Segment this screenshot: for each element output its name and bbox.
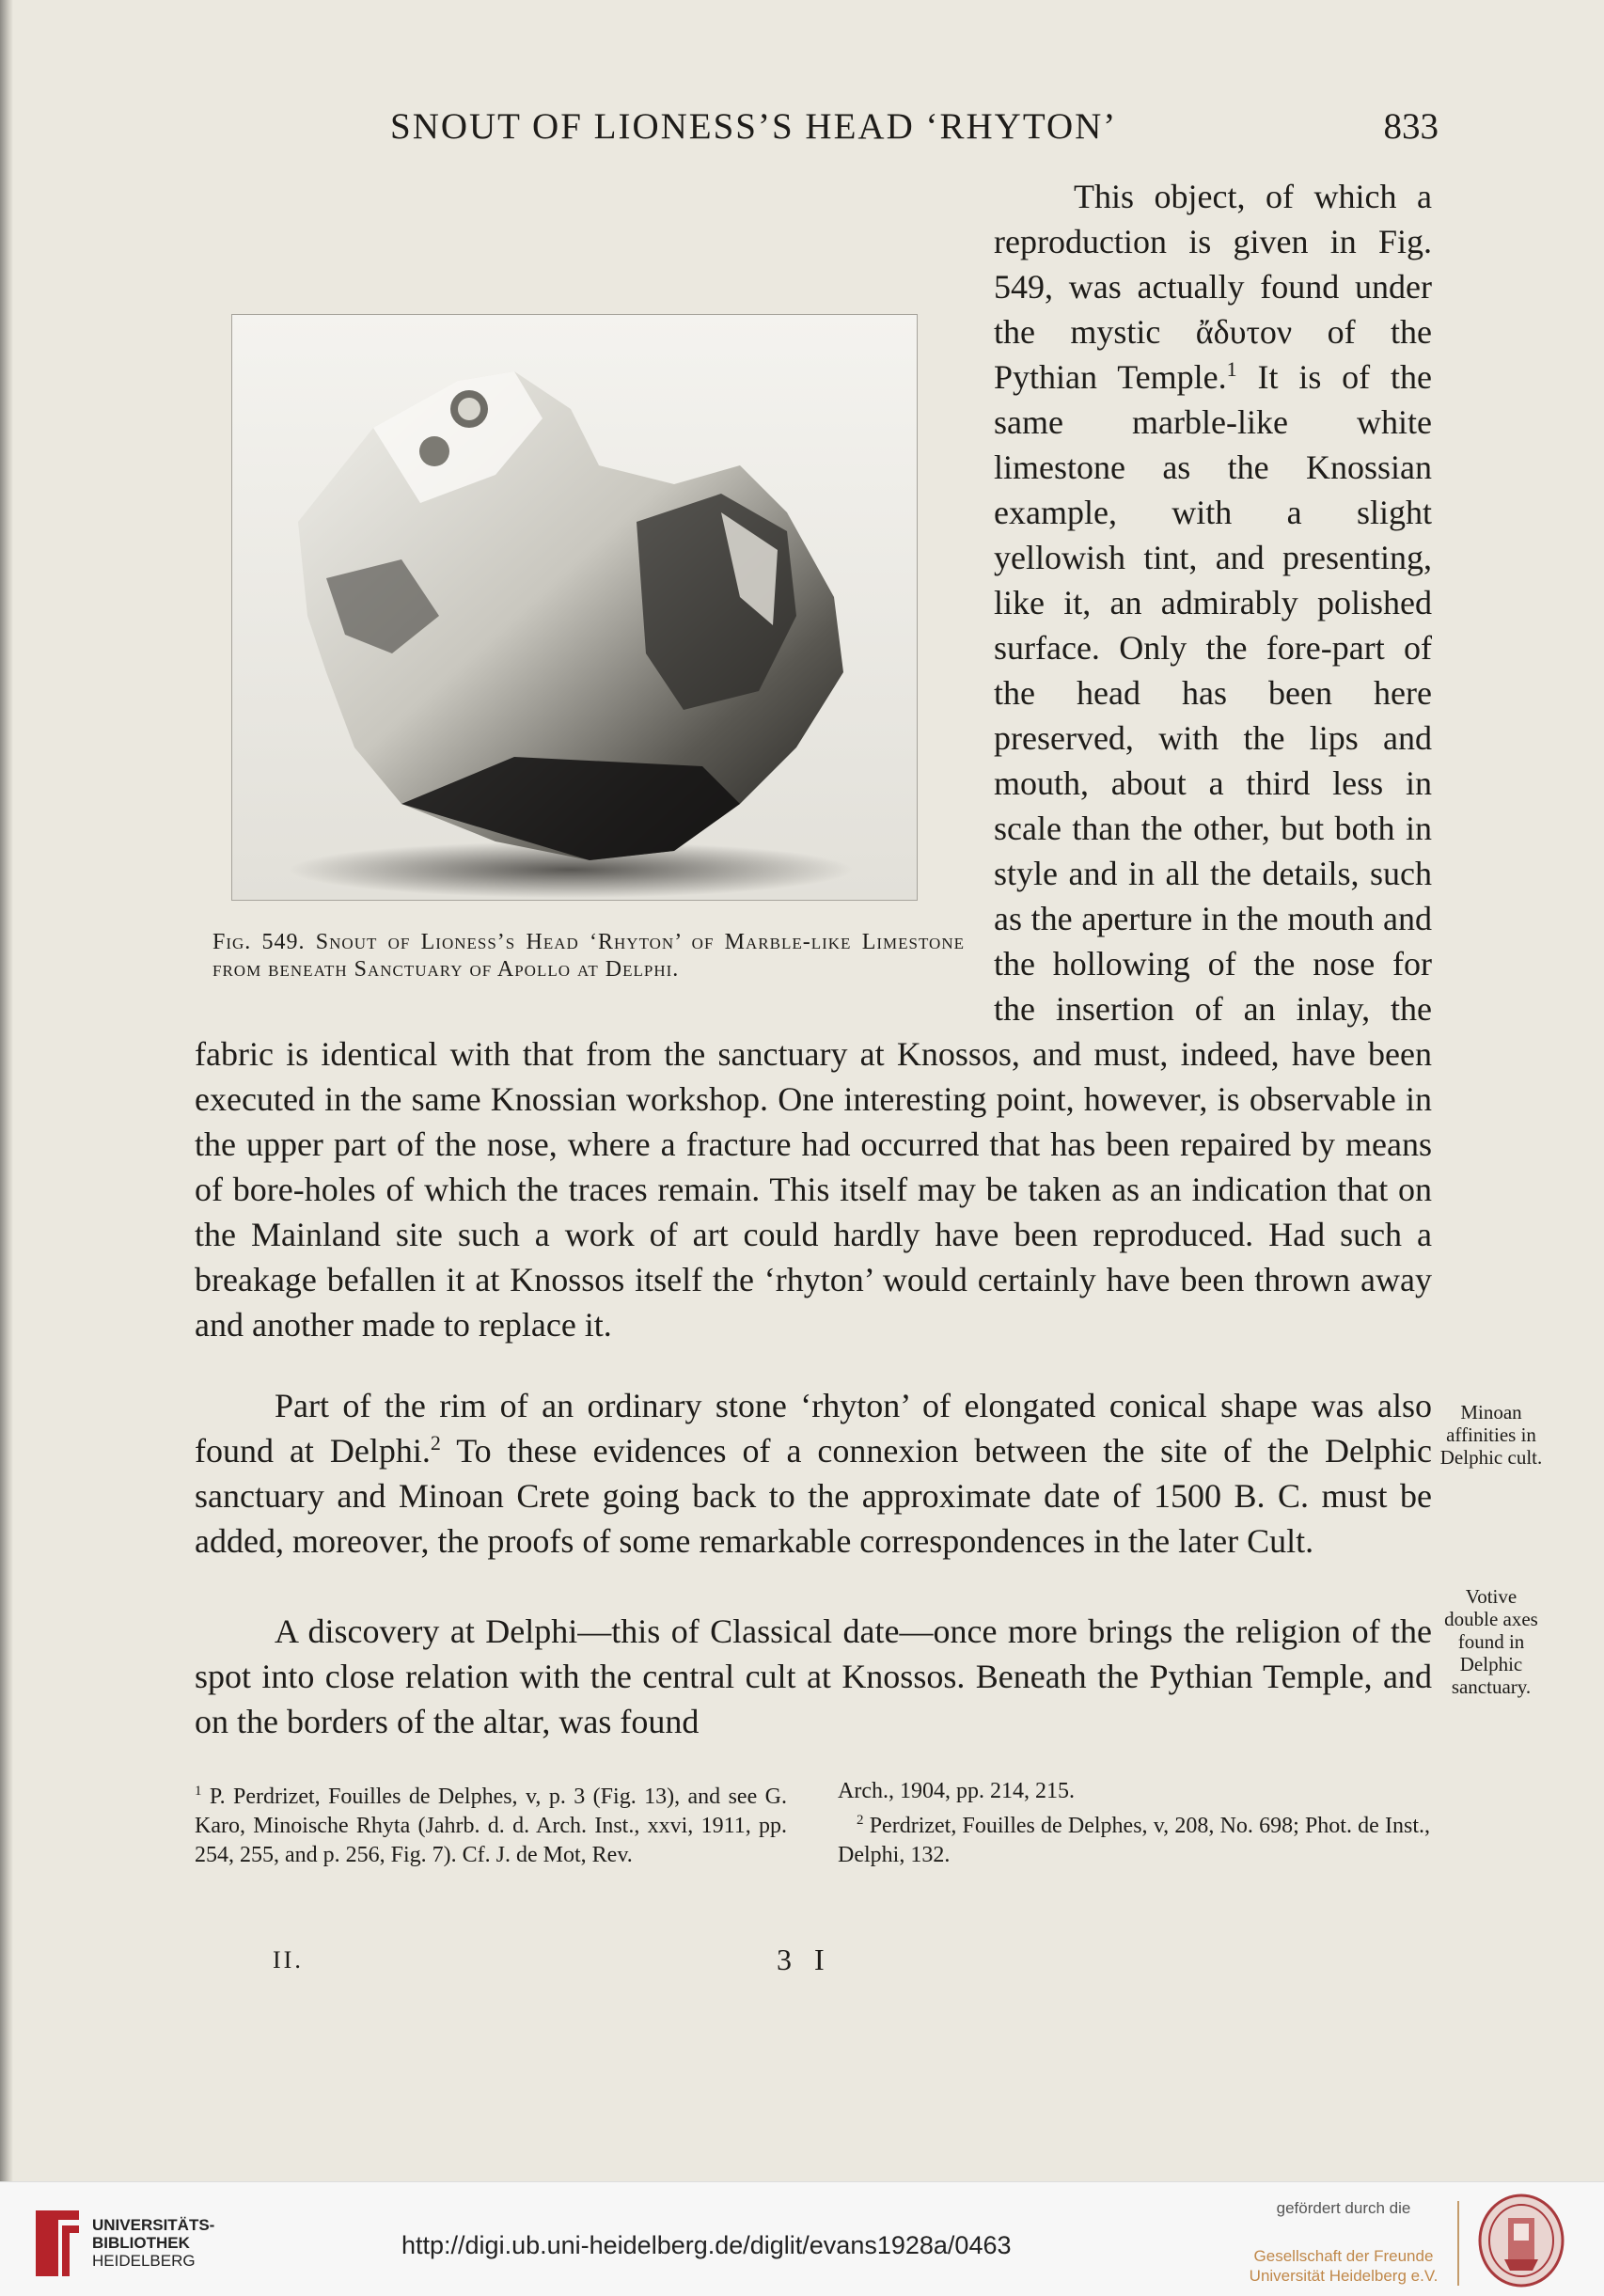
volume-signature: II. <box>273 1946 304 1974</box>
sidenote-minoan-affinities: Minoan affinities in Delphic cult. <box>1439 1401 1543 1469</box>
footnote-1-continuation: Arch., 1904, pp. 214, 215. <box>838 1779 1075 1803</box>
sponsor-org-line-2: Universität Heidelberg e.V. <box>1249 2267 1439 2285</box>
page-number: 833 <box>1383 106 1439 147</box>
library-name-line-1: UNIVERSITÄTS- <box>92 2216 215 2234</box>
sponsor-label: gefördert durch die <box>1276 2199 1411 2217</box>
footnote-1-marker: 1 <box>195 1784 202 1799</box>
figure-float-spacer <box>195 187 966 1026</box>
paragraph-1 <box>195 174 1432 1347</box>
paragraph-2-a: Part of the rim of an ordinary stone ‘rhyton’ of elongated conical shape was also found at Delphi. <box>195 1387 1432 1470</box>
university-library-name <box>92 2216 214 2270</box>
running-head <box>197 102 1439 162</box>
footnote-ref-1[interactable]: 1 <box>1226 357 1237 381</box>
library-name-line-2: BIBLIOTHEK <box>92 2234 190 2252</box>
figure-caption: Fig. 549. Snout of Lioness’s Head ‘Rhyton’ of Marble-like Limestone from beneath Sanctuary of Apollo at Delphi. <box>212 930 965 982</box>
library-name-line-3: HEIDELBERG <box>92 2252 196 2270</box>
paragraph-1-intro: This object, of which a reproduction is given in Fig. 549, was actually found under the mystic ἄδυτον of the Pythian Temple. <box>994 178 1432 396</box>
footnote-1-text: P. Perdrizet, Fouilles de Delphes, v, p. 3 (Fig. 13), and see G. Karo, Minoische Rhyta (Jahrb. d. d. Arch. Inst., xxvi, 1911, pp. 254, 255, and p. 256, Fig. 7). Cf. J. de Mot, Rev. <box>195 1785 787 1867</box>
footnote-column-right <box>838 1777 1430 1870</box>
paragraph-2-b: To these evidences of a connexion between the site of the Delphic sanctuary and Minoan Crete going back to the approximate date of 1500 B. C. must be added, moreover, the proofs of some remarkable correspondences in the later Cult. <box>195 1432 1432 1560</box>
sponsor-block <box>1237 2199 1450 2286</box>
digitization-footer <box>0 2181 1604 2296</box>
sponsor-org-line-1: Gesellschaft der Freunde <box>1253 2247 1434 2265</box>
sidenote-votive-double-axes: Votive double axes found in Delphic sanctuary. <box>1444 1585 1538 1698</box>
footnote-ref-2[interactable]: 2 <box>430 1431 441 1455</box>
university-library-logo-icon[interactable] <box>34 2203 83 2280</box>
paragraph-1-rest: It is of the same marble-like white limestone as the Knossian example, with a slight yellowish tint, and presenting, like it, an admirably polished surface. Only the fore-part of the head has been here preserved, with the lips and mouth, about a third less in scale than the other, but both in style and in all the details, such as the aperture in the mouth and the hollowing of the nose for the insertion of an inlay, the fabric is identical with that from the sanctuary at Knossos, and must, indeed, have been executed in the same Knossian workshop. One interesting point, however, is observable in the upper part of the nose, where a fracture had occurred that has been repaired by means of bore-holes of which the traces remain. This itself may be taken as an indication that on the Mainland site such a work of art could hardly have been reproduced. Had such a breakage befallen it at Knossos itself the ‘rhyton’ would certainly have been thrown away and another made to replace it. <box>195 358 1432 1344</box>
footer-divider <box>1457 2201 1459 2286</box>
sponsor-organization[interactable] <box>1237 2246 1450 2286</box>
paragraph-2 <box>195 1383 1432 1564</box>
footnote-column-left <box>195 1777 787 1870</box>
footnote-2-marker: 2 <box>857 1813 864 1828</box>
footnote-2 <box>838 1806 1430 1870</box>
university-seal-icon[interactable] <box>1476 2192 1566 2289</box>
sheet-signature: 3 I <box>777 1942 832 1976</box>
permalink-url[interactable]: http://digi.ub.uni-heidelberg.de/diglit/evans1928a/0463 <box>401 2231 1012 2259</box>
running-head-title: SNOUT OF LIONESS’S HEAD ‘RHYTON’ <box>390 106 1118 147</box>
footnote-2-text: Perdrizet, Fouilles de Delphes, v, 208, No. 698; Phot. de Inst., Delphi, 132. <box>838 1814 1431 1867</box>
paragraph-3: A discovery at Delphi—this of Classical date—once more brings the religion of the spot into close relation with the central cult at Knossos. Beneath the Pythian Temple, and on the borders of the altar, was found <box>195 1612 1432 1740</box>
